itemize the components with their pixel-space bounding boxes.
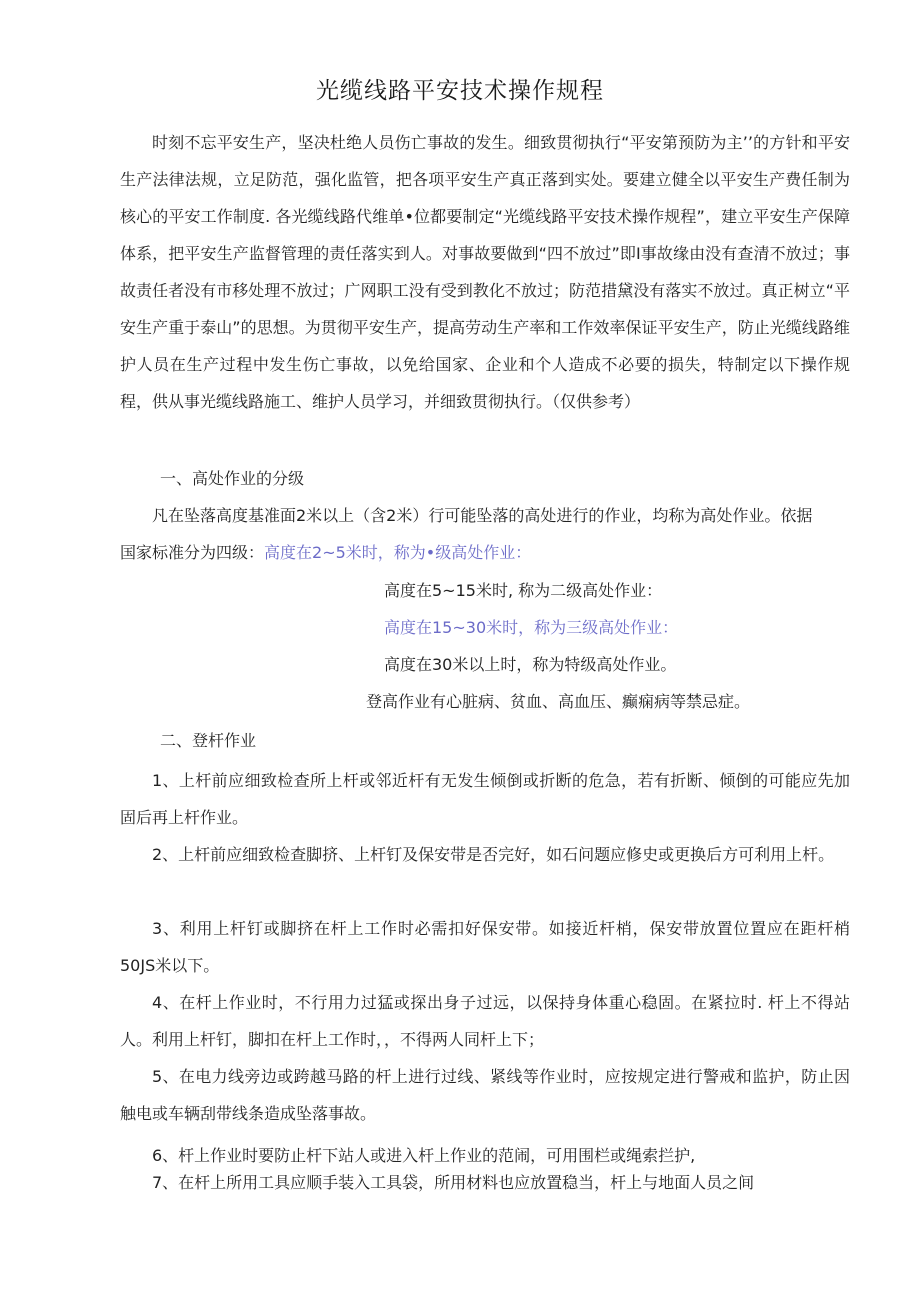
page-title: 光缆线路平安技术操作规程	[316, 78, 604, 104]
section2-item-6: 6、杆上作业时要防止杆下站人或进入杆上作业的范闹，可用围栏或绳索拦护,	[152, 1146, 696, 1165]
intro-paragraph: 时刻不忘平安生产，坚决杜绝人员伤亡事故的发生。细致贯彻执行“平安第预防为主’’的方针和平安生产法律法规，立足防范，强化监管，把各项平安生产真正落到实处。要建立健全以平安生产费任制为核心的平安工作制度. 各光缆线路代维单•位都要制定“光缆线路平安技术操作规程”，建立平安生产保障体系，把平安生产监督管理的责任落实到人。对事故要做到“四不放过”即I事故缘由没有查清不放过；事故责任者没有市移处理不放过；广网职工没有受到教化不放过；防范措黛没有落实不放过。真正树立“平安生产重于泰山”的思想。为贯彻平安生产，提高劳动生产率和工作效率保证平安生产，防止光缆线路维护人员在生产过程中发生伤亡事故，以免给国家、企业和个人造成不必要的损失，特制定以下操作规程，供从事光缆线路施工、维护人员学习，并细致贯彻执行。（仅供参考）	[120, 133, 850, 411]
level-1-text: 高度在2~5米时，称为•级高处作业：	[264, 543, 532, 562]
section2-item-2: 2、上杆前应细致检查脚挤、上杆钉及保安带是否完好，如石问题应修史或更换后方可利用上杆。	[152, 845, 835, 864]
section2-item-3: 3、利用上杆钉或脚挤在杆上工作时必需扣好保安带。如接近杆梢，保安带放置位置应在距杆梢50JS米以下。	[120, 919, 850, 975]
section2-item-4: 4、在杆上作业时，不行用力过猛或探出身子过远，以保持身体重心稳固。在紧拉时. 杆上不得站人。利用上杆钉，脚扣在杆上工作时，，不得两人同杆上下；	[120, 993, 850, 1049]
section2-heading: 二、登杆作业	[160, 731, 257, 750]
section2-item-7: 7、在杆上所用工具应顺手装入工具袋，所用材料也应放置稳当，杆上与地面人员之间	[152, 1173, 755, 1192]
section2-item-5: 5、在电力线旁边或跨越马路的杆上进行过线、紧线等作业时，应按规定进行警戒和监护，防止因触电或车辆刮带线条造成坠落事故。	[120, 1067, 850, 1123]
level-3-text: 高度在15~30米时，称为三级高处作业：	[384, 618, 679, 637]
level-2-text: 高度在5~15米时, 称为二级高处作业：	[384, 581, 663, 600]
section1-para-line2	[120, 542, 531, 564]
contraindication-note: 登高作业有心脏病、贫血、高血压、癫痫病等禁忌症。	[366, 692, 751, 711]
section1-para-line1: 凡在坠落高度基准面2米以上（含2米）行可能坠落的高处进行的作业，均称为高处作业。依据	[152, 506, 813, 525]
level-4-text: 高度在30米以上时，称为特级高处作业。	[384, 655, 677, 674]
section1-heading: 一、高处作业的分级	[160, 469, 305, 488]
section1-para-line2-prefix: 国家标准分为四级：	[120, 543, 265, 562]
section2-item-1: 1、上杆前应细致检查所上杆或邻近杆有无发生倾倒或折断的危急，若有折断、倾倒的可能应先加固后再上杆作业。	[120, 771, 850, 827]
